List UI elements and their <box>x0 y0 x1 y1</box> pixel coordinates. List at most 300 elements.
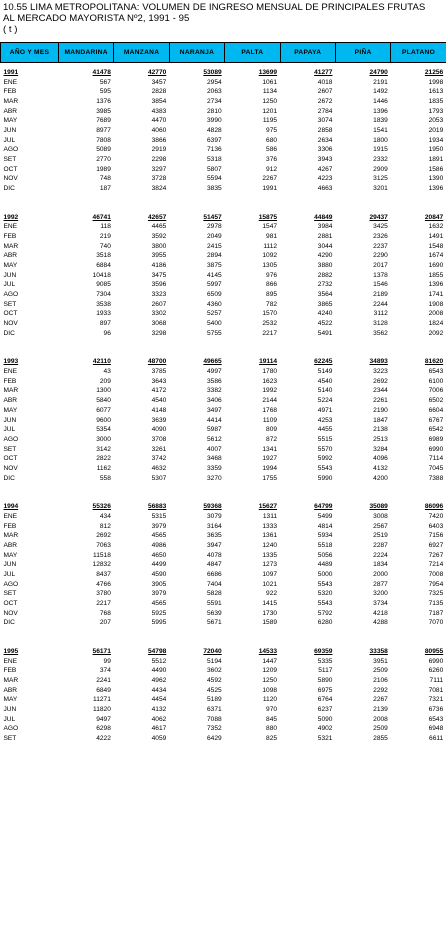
month-value-cell: 1134 <box>262 88 278 96</box>
month-value-cell: 5056 <box>317 551 333 559</box>
month-value-cell: 5925 <box>151 609 167 617</box>
year-total-cell: 46741 <box>92 213 111 221</box>
col-header-papaya: PAPAYA <box>280 43 335 63</box>
month-value-cell: 1396 <box>428 185 444 193</box>
month-label: ENE <box>3 78 18 86</box>
month-value-cell: 1250 <box>262 676 278 684</box>
month-value-cell: 11820 <box>93 705 111 713</box>
month-value-cell: 5518 <box>317 541 333 549</box>
month-value-cell: 2191 <box>373 78 388 86</box>
month-value-cell: 2106 <box>373 676 388 684</box>
month-value-cell: 6948 <box>428 725 444 733</box>
month-value-cell: 1855 <box>428 271 444 279</box>
month-value-cell: 4148 <box>151 406 167 414</box>
year-total-cell: 86096 <box>424 503 444 511</box>
month-row <box>1 232 446 242</box>
month-value-cell: 4007 <box>207 445 222 453</box>
month-value-cell: 4186 <box>151 262 167 270</box>
month-label: MAR <box>3 532 19 540</box>
month-value-cell: 4971 <box>317 406 333 414</box>
month-value-cell: 7008 <box>428 570 444 578</box>
month-row <box>1 474 446 484</box>
month-value-cell: 1908 <box>428 300 444 308</box>
month-value-cell: 207 <box>99 619 111 627</box>
col-header-mandarina: MANDARINA <box>59 43 114 63</box>
month-row <box>1 107 446 117</box>
month-value-cell: 2877 <box>373 580 388 588</box>
month-value-cell: 6686 <box>207 570 222 578</box>
month-value-cell: 5987 <box>207 426 222 434</box>
month-value-cell: 4383 <box>151 107 167 115</box>
month-value-cell: 558 <box>99 474 111 482</box>
month-row <box>1 695 446 705</box>
month-value-cell: 4565 <box>151 532 167 540</box>
month-label: SET <box>3 156 17 164</box>
month-value-cell: 9600 <box>96 416 111 424</box>
month-value-cell: 2858 <box>317 127 333 135</box>
month-label: ENE <box>3 657 18 665</box>
month-value-cell: 2415 <box>207 242 222 250</box>
month-value-cell: 1311 <box>262 512 278 520</box>
month-value-cell: 1991 <box>262 185 278 193</box>
month-row <box>1 386 446 396</box>
year-total-cell: 29437 <box>369 213 388 221</box>
month-value-cell: 3475 <box>151 271 167 279</box>
month-value-cell: 5990 <box>317 474 333 482</box>
year-total-cell: 41277 <box>314 69 333 76</box>
month-value-cell: 1793 <box>428 107 444 115</box>
month-value-cell: 7135 <box>428 599 444 607</box>
month-value-cell: 1396 <box>373 107 388 115</box>
month-value-cell: 1755 <box>262 474 278 482</box>
month-value-cell: 5792 <box>317 609 333 617</box>
month-label: NOV <box>3 175 18 183</box>
month-value-cell: 970 <box>266 705 278 713</box>
month-label: DIC <box>3 185 15 193</box>
month-label: ENE <box>3 368 18 376</box>
month-value-cell: 4360 <box>207 300 222 308</box>
spacer-row <box>1 628 446 647</box>
month-value-cell: 7267 <box>428 551 444 559</box>
month-value-cell: 8437 <box>96 570 111 578</box>
month-value-cell: 3984 <box>317 223 333 231</box>
month-value-cell: 2217 <box>96 599 111 607</box>
month-value-cell: 7156 <box>428 532 444 540</box>
month-value-cell: 6397 <box>207 136 222 144</box>
month-value-cell: 1120 <box>262 696 278 704</box>
year-total-cell: 56883 <box>147 503 167 511</box>
month-row <box>1 222 446 232</box>
month-value-cell: 4766 <box>96 580 111 588</box>
month-value-cell: 3223 <box>373 368 388 376</box>
month-value-cell: 1250 <box>262 98 278 106</box>
month-value-cell: 3866 <box>151 136 167 144</box>
year-total-cell: 51457 <box>203 213 222 221</box>
month-value-cell: 4290 <box>317 252 333 260</box>
month-label: OCT <box>3 165 18 173</box>
month-value-cell: 4590 <box>151 570 167 578</box>
month-value-cell: 3359 <box>207 464 222 472</box>
month-label: FEB <box>3 667 17 675</box>
month-value-cell: 2008 <box>428 310 444 318</box>
month-row <box>1 367 446 377</box>
month-value-cell: 1446 <box>373 98 388 106</box>
month-value-cell: 4132 <box>151 705 167 713</box>
month-label: NOV <box>3 320 18 328</box>
month-value-cell: 4267 <box>317 165 333 173</box>
month-value-cell: 7070 <box>428 619 444 627</box>
month-value-cell: 3643 <box>151 377 167 385</box>
month-row <box>1 666 446 676</box>
month-value-cell: 3955 <box>151 252 167 260</box>
month-value-cell: 3457 <box>151 78 167 86</box>
month-label: JUN <box>3 127 17 135</box>
month-value-cell: 5315 <box>151 512 167 520</box>
month-value-cell: 1570 <box>262 310 278 318</box>
month-row <box>1 541 446 551</box>
month-label: AGO <box>3 725 19 733</box>
month-value-cell: 1209 <box>262 667 278 675</box>
month-value-cell: 7321 <box>428 696 444 704</box>
month-value-cell: 2692 <box>96 532 111 540</box>
month-label: FEB <box>3 377 17 385</box>
month-value-cell: 2189 <box>373 291 388 299</box>
year-total-cell: 59368 <box>203 503 222 511</box>
month-value-cell: 912 <box>266 165 278 173</box>
month-row <box>1 271 446 281</box>
month-value-cell: 1112 <box>263 242 278 250</box>
month-value-cell: 1915 <box>373 146 388 154</box>
month-value-cell: 880 <box>266 725 278 733</box>
month-value-cell: 4288 <box>373 619 388 627</box>
year-total-row <box>1 357 446 367</box>
month-value-cell: 6543 <box>428 715 444 723</box>
month-value-cell: 4847 <box>207 561 222 569</box>
year-total-cell: 14533 <box>258 647 278 655</box>
year-total-cell: 81620 <box>424 358 444 366</box>
month-value-cell: 2607 <box>151 300 167 308</box>
month-value-cell: 567 <box>99 78 111 86</box>
month-value-cell: 4499 <box>151 561 167 569</box>
month-value-cell: 3639 <box>151 416 167 424</box>
month-value-cell: 3297 <box>151 165 167 173</box>
month-label: MAY <box>3 551 18 559</box>
month-value-cell: 2063 <box>207 88 222 96</box>
month-row <box>1 599 446 609</box>
month-value-cell: 3824 <box>151 185 167 193</box>
month-value-cell: 3425 <box>373 223 388 231</box>
month-value-cell: 6990 <box>428 445 444 453</box>
month-value-cell: 1341 <box>262 445 278 453</box>
year-total-cell: 64799 <box>314 503 333 511</box>
year-total-cell: 72040 <box>203 647 222 655</box>
month-label: FEB <box>3 233 17 241</box>
month-row <box>1 734 446 744</box>
month-value-cell: 1333 <box>262 522 278 530</box>
month-row <box>1 165 446 175</box>
year-total-cell: 13699 <box>258 69 278 76</box>
month-value-cell: 4997 <box>207 368 222 376</box>
col-header-year-month: AÑO Y MES <box>1 43 59 63</box>
month-value-cell: 1273 <box>262 561 278 569</box>
month-value-cell: 812 <box>99 522 111 530</box>
month-label: ENE <box>3 512 18 520</box>
month-value-cell: 2810 <box>207 107 222 115</box>
month-value-cell: 2019 <box>428 127 444 135</box>
month-label: MAR <box>3 98 19 106</box>
month-value-cell: 3079 <box>207 512 222 520</box>
month-value-cell: 2732 <box>317 281 333 289</box>
year-total-cell: 54798 <box>147 647 167 655</box>
month-value-cell: 5543 <box>317 599 333 607</box>
month-value-cell: 5639 <box>207 609 222 617</box>
year-total-cell: 19114 <box>259 358 278 366</box>
month-value-cell: 1098 <box>262 686 278 694</box>
month-row <box>1 78 446 88</box>
month-value-cell: 5320 <box>317 590 333 598</box>
month-value-cell: 4522 <box>317 320 333 328</box>
month-value-cell: 1934 <box>428 136 444 144</box>
month-value-cell: 5828 <box>207 590 222 598</box>
fruit-volume-table <box>0 42 446 744</box>
month-value-cell: 2894 <box>207 252 222 260</box>
spacer-row <box>1 338 446 357</box>
year-total-cell: 48700 <box>147 358 167 366</box>
month-value-cell: 209 <box>99 377 111 385</box>
month-value-cell: 3742 <box>151 455 167 463</box>
month-label: ABR <box>3 252 18 260</box>
month-value-cell: 4434 <box>151 686 167 694</box>
month-row <box>1 329 446 339</box>
month-value-cell: 3306 <box>317 146 333 154</box>
month-value-cell: 5995 <box>151 619 167 627</box>
year-label: 1994 <box>3 503 19 511</box>
month-label: SET <box>3 734 17 742</box>
month-value-cell: 5499 <box>317 512 333 520</box>
month-value-cell: 1674 <box>428 252 444 260</box>
month-value-cell: 2509 <box>373 667 388 675</box>
month-value-cell: 5612 <box>207 435 222 443</box>
month-value-cell: 3785 <box>151 368 167 376</box>
month-value-cell: 2855 <box>373 734 388 742</box>
month-value-cell: 809 <box>266 426 278 434</box>
month-label: JUL <box>3 570 16 578</box>
month-value-cell: 6989 <box>428 435 444 443</box>
month-row <box>1 184 446 194</box>
month-value-cell: 3044 <box>317 242 333 250</box>
month-value-cell: 5491 <box>317 329 333 337</box>
month-label: JUN <box>3 271 17 279</box>
month-value-cell: 4828 <box>207 127 222 135</box>
month-value-cell: 3261 <box>151 445 167 453</box>
month-value-cell: 3728 <box>151 175 167 183</box>
month-value-cell: 1834 <box>373 561 388 569</box>
month-value-cell: 1992 <box>262 387 278 395</box>
month-value-cell: 1335 <box>262 551 278 559</box>
month-value-cell: 3468 <box>207 455 222 463</box>
month-label: AGO <box>3 580 19 588</box>
month-value-cell: 7689 <box>96 117 111 125</box>
month-value-cell: 2567 <box>373 522 388 530</box>
month-label: ABR <box>3 686 18 694</box>
month-value-cell: 2326 <box>373 233 388 241</box>
month-value-cell: 897 <box>99 320 111 328</box>
month-value-cell: 3382 <box>207 387 222 395</box>
month-label: JUL <box>3 281 16 289</box>
month-label: MAR <box>3 676 19 684</box>
year-total-cell: 24790 <box>369 69 388 76</box>
month-value-cell: 5594 <box>207 175 222 183</box>
month-value-cell: 1390 <box>428 175 444 183</box>
month-value-cell: 2513 <box>373 435 388 443</box>
month-label: MAY <box>3 117 18 125</box>
month-row <box>1 724 446 734</box>
month-value-cell: 2138 <box>373 426 388 434</box>
month-value-cell: 374 <box>99 667 111 675</box>
year-label: 1993 <box>3 358 19 366</box>
month-value-cell: 3708 <box>151 435 167 443</box>
year-total-cell: 20847 <box>424 213 444 221</box>
month-value-cell: 5543 <box>317 464 333 472</box>
year-total-row <box>1 647 446 657</box>
month-value-cell: 3979 <box>151 522 167 530</box>
month-value-cell: 3596 <box>151 281 167 289</box>
month-value-cell: 4240 <box>317 310 333 318</box>
month-row <box>1 425 446 435</box>
month-row <box>1 136 446 146</box>
month-label: DIC <box>3 474 15 482</box>
month-value-cell: 3538 <box>96 300 111 308</box>
month-value-cell: 595 <box>99 88 111 96</box>
month-value-cell: 1201 <box>262 107 278 115</box>
month-value-cell: 922 <box>266 590 278 598</box>
month-value-cell: 3302 <box>151 310 167 318</box>
month-value-cell: 5194 <box>207 657 222 665</box>
month-row <box>1 454 446 464</box>
month-row <box>1 87 446 97</box>
month-row <box>1 705 446 715</box>
month-value-cell: 2267 <box>262 175 278 183</box>
month-value-cell: 4814 <box>317 522 333 530</box>
year-total-cell: 35089 <box>369 503 388 511</box>
month-value-cell: 3985 <box>96 107 111 115</box>
month-value-cell: 99 <box>103 657 111 665</box>
month-value-cell: 2509 <box>373 725 388 733</box>
month-value-cell: 6100 <box>428 377 444 385</box>
month-value-cell: 1361 <box>262 532 278 540</box>
month-value-cell: 1378 <box>373 271 388 279</box>
month-value-cell: 43 <box>103 368 111 376</box>
month-row <box>1 406 446 416</box>
month-value-cell: 2919 <box>151 146 167 154</box>
month-value-cell: 1546 <box>373 281 388 289</box>
year-label: 1992 <box>3 213 19 221</box>
month-value-cell: 4902 <box>317 725 333 733</box>
month-value-cell: 2224 <box>373 551 388 559</box>
month-value-cell: 5840 <box>96 397 111 405</box>
month-value-cell: 7954 <box>428 580 444 588</box>
month-value-cell: 1415 <box>262 599 278 607</box>
month-value-cell: 975 <box>266 127 278 135</box>
month-value-cell: 2092 <box>428 329 444 337</box>
month-value-cell: 3905 <box>151 580 167 588</box>
month-row <box>1 126 446 136</box>
month-value-cell: 5140 <box>317 387 333 395</box>
month-row <box>1 618 446 628</box>
month-value-cell: 3875 <box>207 262 222 270</box>
month-value-cell: 1097 <box>262 570 278 578</box>
month-label: JUN <box>3 561 17 569</box>
month-value-cell: 3943 <box>317 156 333 164</box>
month-value-cell: 7136 <box>207 146 222 154</box>
year-total-cell: 49665 <box>203 358 222 366</box>
month-value-cell: 2344 <box>373 387 388 395</box>
month-value-cell: 3074 <box>317 117 333 125</box>
month-value-cell: 1305 <box>262 262 278 270</box>
month-value-cell: 4525 <box>207 686 222 694</box>
month-value-cell: 3298 <box>151 329 167 337</box>
month-value-cell: 976 <box>266 271 278 279</box>
month-value-cell: 7114 <box>429 455 444 463</box>
month-label: MAY <box>3 696 18 704</box>
month-label: SET <box>3 445 17 453</box>
month-value-cell: 4218 <box>373 609 388 617</box>
month-value-cell: 5321 <box>317 734 333 742</box>
month-value-cell: 5149 <box>317 368 333 376</box>
month-value-cell: 6767 <box>428 416 444 424</box>
month-value-cell: 1613 <box>428 88 444 96</box>
month-value-cell: 4222 <box>96 734 111 742</box>
month-label: ABR <box>3 107 18 115</box>
year-total-cell: 44849 <box>314 213 333 221</box>
month-value-cell: 11518 <box>93 551 111 559</box>
month-value-cell: 3112 <box>373 310 388 318</box>
month-value-cell: 5890 <box>317 676 333 684</box>
month-value-cell: 4454 <box>151 696 167 704</box>
month-row <box>1 319 446 329</box>
year-total-row <box>1 213 446 223</box>
month-value-cell: 3000 <box>96 435 111 443</box>
month-value-cell: 2672 <box>317 98 333 106</box>
month-value-cell: 4062 <box>151 715 167 723</box>
month-value-cell: 1835 <box>428 98 444 106</box>
spacer-cell <box>1 338 446 357</box>
month-label: JUL <box>3 426 16 434</box>
month-value-cell: 6280 <box>317 619 333 627</box>
year-total-cell: 42770 <box>147 69 167 76</box>
year-total-row <box>1 502 446 512</box>
month-value-cell: 1300 <box>96 387 111 395</box>
year-total-cell: 42657 <box>147 213 167 221</box>
month-value-cell: 4132 <box>373 464 388 472</box>
month-label: ABR <box>3 397 18 405</box>
month-value-cell: 2607 <box>317 88 333 96</box>
month-value-cell: 219 <box>99 233 111 241</box>
month-value-cell: 4962 <box>151 676 167 684</box>
month-value-cell: 1109 <box>262 416 278 424</box>
month-value-cell: 2290 <box>373 252 388 260</box>
month-value-cell: 3164 <box>207 522 222 530</box>
month-value-cell: 1547 <box>262 223 278 231</box>
month-value-cell: 3602 <box>207 667 222 675</box>
month-label: MAY <box>3 406 18 414</box>
month-label: OCT <box>3 599 18 607</box>
month-value-cell: 6429 <box>207 734 222 742</box>
month-value-cell: 7111 <box>429 676 444 684</box>
month-value-cell: 2881 <box>317 233 333 241</box>
month-value-cell: 5755 <box>207 329 222 337</box>
month-value-cell: 4455 <box>317 426 333 434</box>
